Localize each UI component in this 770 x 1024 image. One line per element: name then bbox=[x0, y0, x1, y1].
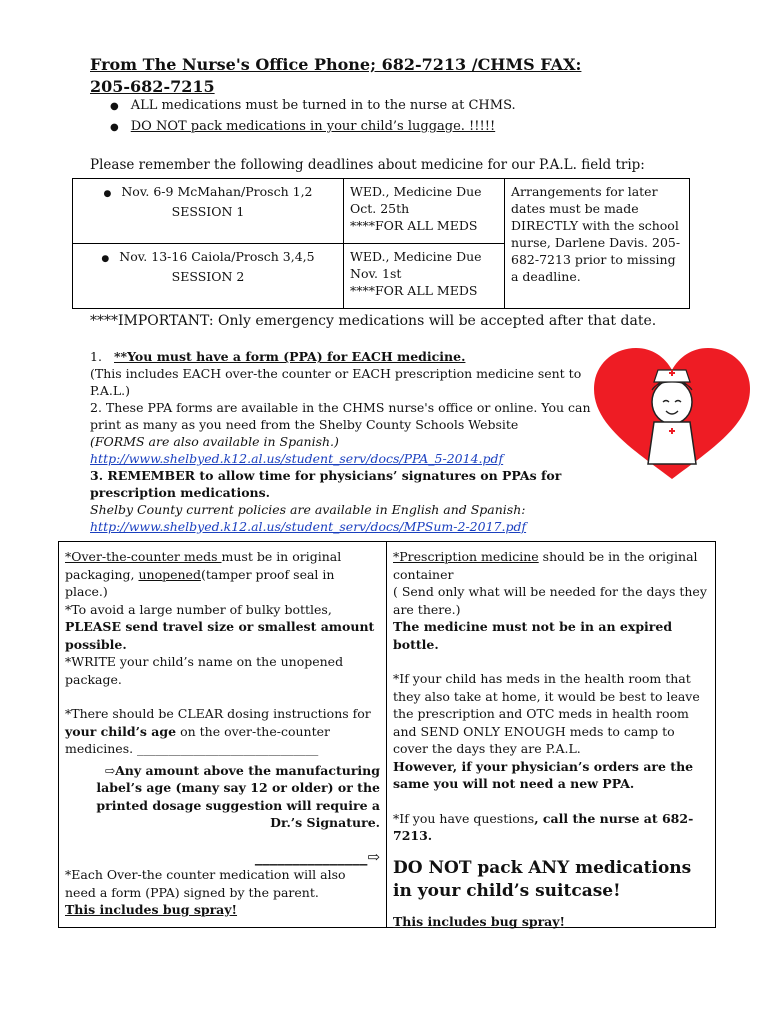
session-cell: ● Nov. 13-16 Caiola/Prosch 3,4,5 SESSION 2 bbox=[73, 244, 344, 309]
policies-link[interactable]: http://www.shelbyed.k12.al.us/student_serv/docs/MPSum-2-2017.pdf bbox=[90, 519, 527, 534]
list-item: ● ALL medications must be turned in to the nurse at CHMS. bbox=[110, 96, 516, 117]
deadline-intro: Please remember the following deadlines about medicine for our P.A.L. field trip: bbox=[90, 157, 645, 173]
nurse-heart-icon bbox=[592, 344, 752, 484]
page-title: From The Nurse's Office Phone; 682-7213 /CHMS FAX: 205-682-7215 bbox=[90, 55, 582, 96]
session-cell: ● Nov. 6-9 McMahan/Prosch 1,2 SESSION 1 bbox=[73, 179, 344, 244]
ppa-form-link[interactable]: http://www.shelbyed.k12.al.us/student_serv/docs/PPA_5-2014.pdf bbox=[90, 451, 504, 466]
due-cell: WED., Medicine Due Oct. 25th ****FOR ALL MEDS bbox=[344, 179, 505, 244]
otc-meds-box: *Over-the-counter meds must be in original packaging, unopened(tamper proof seal in place.) *To avoid a large number of bulky bottles, PLEASE send travel size or smallest amount possible. *WRITE your child’s name on the unopened package. *There should be CLEAR dosing instructions for your child’s age on the over-the-counter medicines. _____________________________ ⇨Any amount above the manufacturing label’s age (many say 12 or older) or the printed dosage suggestion will require a Dr.’s Signature. _______________⇨ *Each Over-the counter medication will also need a form (PPA) signed by the parent. This includes bug spray! bbox=[58, 541, 387, 928]
due-cell: WED., Medicine Due Nov. 1st ****FOR ALL MEDS bbox=[344, 244, 505, 309]
ppa-instructions: 1. **You must have a form (PPA) for EACH medicine. (This includes EACH over-the counter or EACH prescription medicine sent to P.A.L.) 2. These PPA forms are available in the CHMS nurse's office or online. You can print as many as you need from the Shelby County Schools Website (FORMS are also available in Spanish.) http://www.shelbyed.k12.al.us/student_serv/docs/PPA_5-2014.pdf 3. REMEMBER to allow time for physicians’ signatures on PPAs for prescription medications. Shelby County current policies are available in English and Spanish: http://www.shelbyed.k12.al.us/student_serv/docs/MPSum-2-2017.pdf bbox=[90, 349, 591, 534]
arrow-right-icon: ⇨ bbox=[104, 762, 116, 778]
warning-list bbox=[110, 96, 516, 138]
table-row bbox=[73, 179, 690, 244]
arrangements-cell: Arrangements for later dates must be made DIRECTLY with the school nurse, Darlene Davis. 205-682-7213 prior to missing a deadline. bbox=[505, 179, 690, 309]
arrow-right-icon: ⇨ bbox=[367, 847, 380, 866]
list-item: ● DO NOT pack medications in your child’s luggage. !!!!! bbox=[110, 117, 516, 138]
important-notice: ****IMPORTANT: Only emergency medications will be accepted after that date. bbox=[90, 313, 657, 329]
deadline-table bbox=[72, 178, 690, 309]
prescription-meds-box: *Prescription medicine should be in the original container ( Send only what will be needed for the days they are there.) The medicine must not be in an expired bottle. *If your child has meds in the health room that they also take at home, it would be best to leave the prescription and OTC meds in health room and SEND ONLY ENOUGH meds to camp to cover the days they are P.A.L. However, if your physician’s orders are the same you will not need a new PPA. *If you have questions, call the nurse at 682-7213. DO NOT pack ANY medications in your child’s suitcase! This includes bug spray! bbox=[386, 541, 716, 928]
